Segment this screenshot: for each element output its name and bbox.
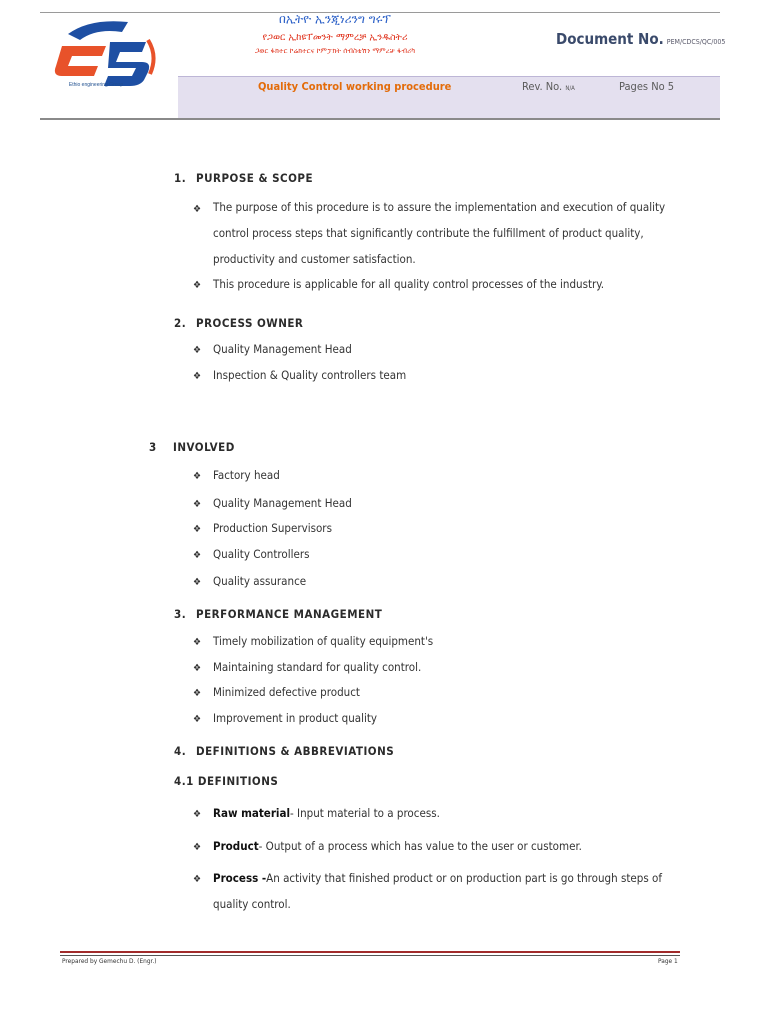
list-item: ❖ Inspection & Quality controllers team (193, 368, 407, 382)
list-item: ❖ Quality Management Head (193, 496, 352, 510)
bullet-diamond-icon: ❖ (193, 471, 202, 482)
definition-item: ❖ Product- Output of a process which has value to the user or customer. (193, 839, 582, 853)
list-item: ❖ Quality Controllers (193, 547, 310, 561)
purpose-paragraph: The purpose of this procedure is to assure the implementation and execution of quality control process steps that significantly contribute the fulfillment of product quality, productivity and customer satisfaction. (213, 200, 666, 266)
footer-prepared-by: Prepared by Gemechu D. (Engr.) (62, 957, 157, 965)
revision-value: N/A (565, 85, 575, 92)
document-title: Quality Control working procedure (258, 80, 452, 93)
document-number-value: PEM/CDCS/QC/005 (666, 38, 726, 46)
definition-term: Product (213, 839, 259, 853)
bullet-diamond-icon: ❖ (193, 809, 202, 820)
list-item: ❖ Timely mobilization of quality equipment's (193, 634, 434, 648)
revision-number (522, 80, 575, 93)
definition-continuation: quality control. (213, 897, 291, 911)
bullet-diamond-icon: ❖ (193, 550, 202, 561)
footer-rule-dark (60, 955, 680, 956)
bullet-diamond-icon: ❖ (193, 577, 202, 588)
subsection-heading-definitions: 4.1 DEFINITIONS (174, 774, 279, 788)
bullet-diamond-icon: ❖ (193, 874, 202, 885)
section-heading-performance: 3. PERFORMANCE MANAGEMENT (174, 607, 383, 621)
bullet-diamond-icon: ❖ (193, 280, 202, 291)
definition-item: ❖ Raw material- Input material to a process. (193, 806, 440, 820)
bullet-diamond-icon: ❖ (193, 663, 202, 674)
definition-term: Raw material (213, 806, 291, 820)
list-item: ❖ Maintaining standard for quality control. (193, 660, 422, 674)
amharic-group-name: በኢትዮ ኢንጂነሪንግ ግሩፕ (279, 12, 391, 26)
list-item: ❖ Quality assurance (193, 574, 307, 588)
footer-page-number: Page 1 (658, 957, 678, 965)
list-item (193, 201, 213, 215)
list-item: ❖ Factory head (193, 468, 280, 482)
bullet-diamond-icon: ❖ (193, 345, 202, 356)
section-heading-definitions-abbreviations: 4. DEFINITIONS & ABBREVIATIONS (174, 744, 395, 758)
bullet-diamond-icon: ❖ (193, 371, 202, 382)
list-item: ❖ Quality Management Head (193, 342, 352, 356)
definition-item: ❖ Process -An activity that finished product or on production part is go through steps of (193, 871, 662, 885)
bullet-diamond-icon: ❖ (193, 637, 202, 648)
bullet-diamond-icon: ❖ (193, 524, 202, 535)
section-heading-purpose: 1. PURPOSE & SCOPE (174, 171, 314, 185)
bullet-diamond-icon: ❖ (193, 204, 202, 215)
section-heading-process-owner: 2. PROCESS OWNER (174, 316, 304, 330)
header-bottom-rule (40, 118, 720, 120)
amharic-factory-name: ጋወር ፋክተር ኮሬክተርና ኮምፓክት ሰብስቴሽን ማምረቻ ፋብሪካ (254, 47, 416, 55)
bullet-diamond-icon: ❖ (193, 499, 202, 510)
list-item: ❖ Minimized defective product (193, 685, 360, 699)
bullet-diamond-icon: ❖ (193, 842, 202, 853)
revision-label: Rev. No. (522, 80, 563, 93)
footer-rule-red (60, 951, 680, 953)
logo-caption: Ethio engineering Group (68, 82, 124, 88)
list-item: ❖ This procedure is applicable for all quality control processes of the industry. (193, 277, 605, 291)
document-number (556, 30, 725, 48)
list-item: ❖ Production Supervisors (193, 521, 332, 535)
amharic-industry-name: የጋወር ኢከዩፐመንት ማምረቻ ኢንዱስትሪ (262, 32, 408, 43)
list-item: ❖ Improvement in product quality (193, 711, 378, 725)
definition-term: Process - (213, 871, 267, 885)
pages-count: Pages No 5 (619, 80, 675, 93)
bullet-diamond-icon: ❖ (193, 688, 202, 699)
bullet-diamond-icon: ❖ (193, 714, 202, 725)
section-heading-involved: 3 INVOLVED (149, 440, 235, 454)
document-number-label: Document No. (556, 30, 664, 48)
